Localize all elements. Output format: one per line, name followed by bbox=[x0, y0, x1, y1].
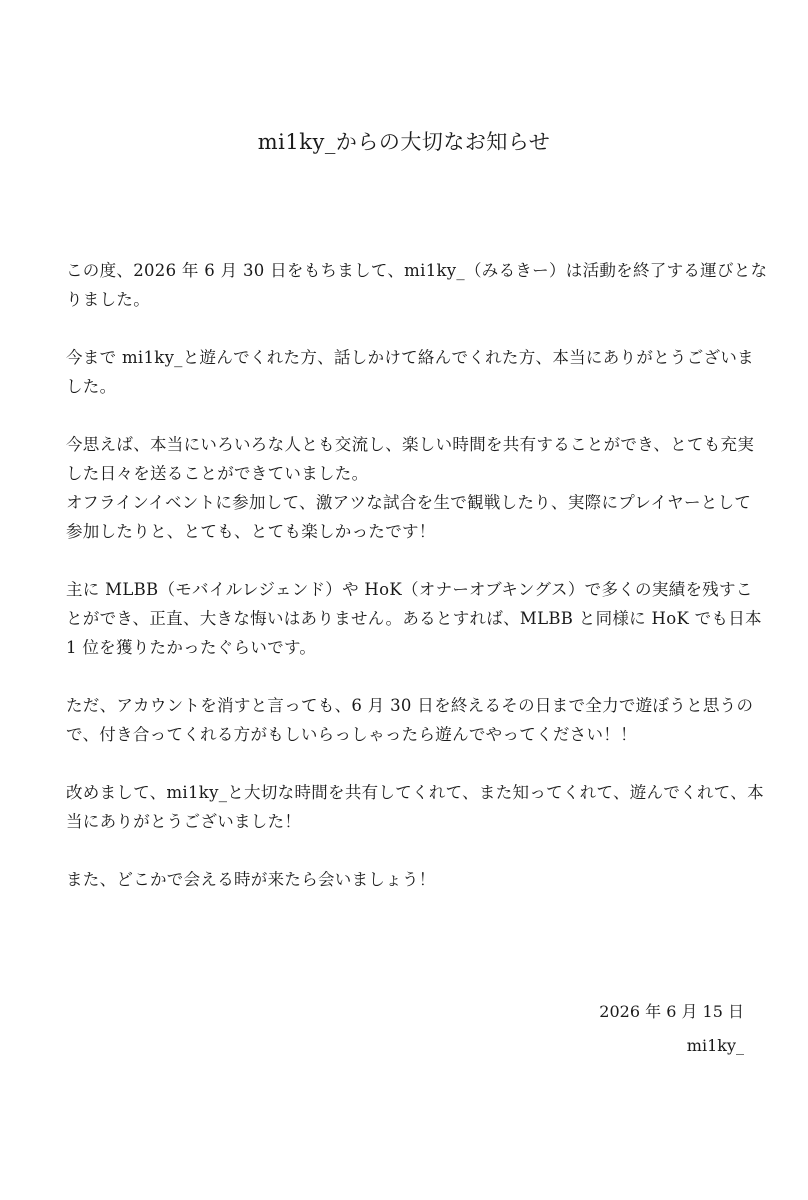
page-title: mi1ky_からの大切なお知らせ bbox=[257, 130, 551, 154]
signature-date: 2026 年 6 月 15 日 bbox=[599, 1002, 744, 1021]
paragraph-4 bbox=[66, 575, 762, 662]
paragraph-7 bbox=[66, 865, 746, 894]
paragraph-line: 今まで mi1ky_と遊んでくれた方、話しかけて絡んでくれた方、本当にありがとうございま bbox=[66, 348, 754, 367]
paragraph-line: 参加したりと、とても、とても楽しかったです！ bbox=[66, 522, 436, 541]
signature-block bbox=[599, 995, 744, 1063]
paragraph-5 bbox=[66, 691, 754, 749]
paragraph-line: ただ、アカウントを消すと言っても、6 月 30 日を終えるその日まで全力で遊ぼうと思うの bbox=[66, 696, 754, 715]
paragraph-line: 当にありがとうございました！ bbox=[66, 812, 302, 831]
paragraph-line: した。 bbox=[66, 377, 117, 396]
paragraph-line: 主に MLBB（モバイルレジェンド）や HoK（オナーオブキングス）で多くの実績を残すこ bbox=[66, 580, 753, 599]
signature-name: mi1ky_ bbox=[686, 1036, 744, 1055]
paragraph-3 bbox=[66, 430, 755, 546]
announcement-body bbox=[66, 256, 768, 922]
paragraph-line: 今思えば、本当にいろいろな人とも交流し、楽しい時間を共有することができ、とても充実 bbox=[66, 435, 755, 454]
paragraph-line: りました。 bbox=[66, 290, 150, 309]
paragraph-line: 改めまして、mi1ky_と大切な時間を共有してくれて、また知ってくれて、遊んでくれて、本 bbox=[66, 783, 764, 802]
paragraph-line: 1 位を獲りたかったぐらいです。 bbox=[66, 638, 317, 657]
paragraph-line: とができ、正直、大きな悔いはありません。あるとすれば、MLBB と同様に HoK でも日本 bbox=[66, 609, 762, 628]
paragraph-1 bbox=[66, 256, 768, 314]
paragraph-line: で、付き合ってくれる方がもしいらっしゃったら遊んでやってください！！ bbox=[66, 725, 637, 744]
paragraph-line: また、どこかで会える時が来たら会いましょう！ bbox=[66, 870, 436, 889]
paragraph-line: この度、2026 年 6 月 30 日をもちまして、mi1ky_（みるきー）は活動を終了する運びとな bbox=[66, 261, 768, 280]
paragraph-line: オフラインイベントに参加して、激アツな試合を生で観戦したり、実際にプレイヤーとして bbox=[66, 493, 752, 512]
paragraph-line: した日々を送ることができていました。 bbox=[66, 464, 369, 483]
paragraph-6 bbox=[66, 778, 764, 836]
paragraph-2 bbox=[66, 343, 754, 401]
